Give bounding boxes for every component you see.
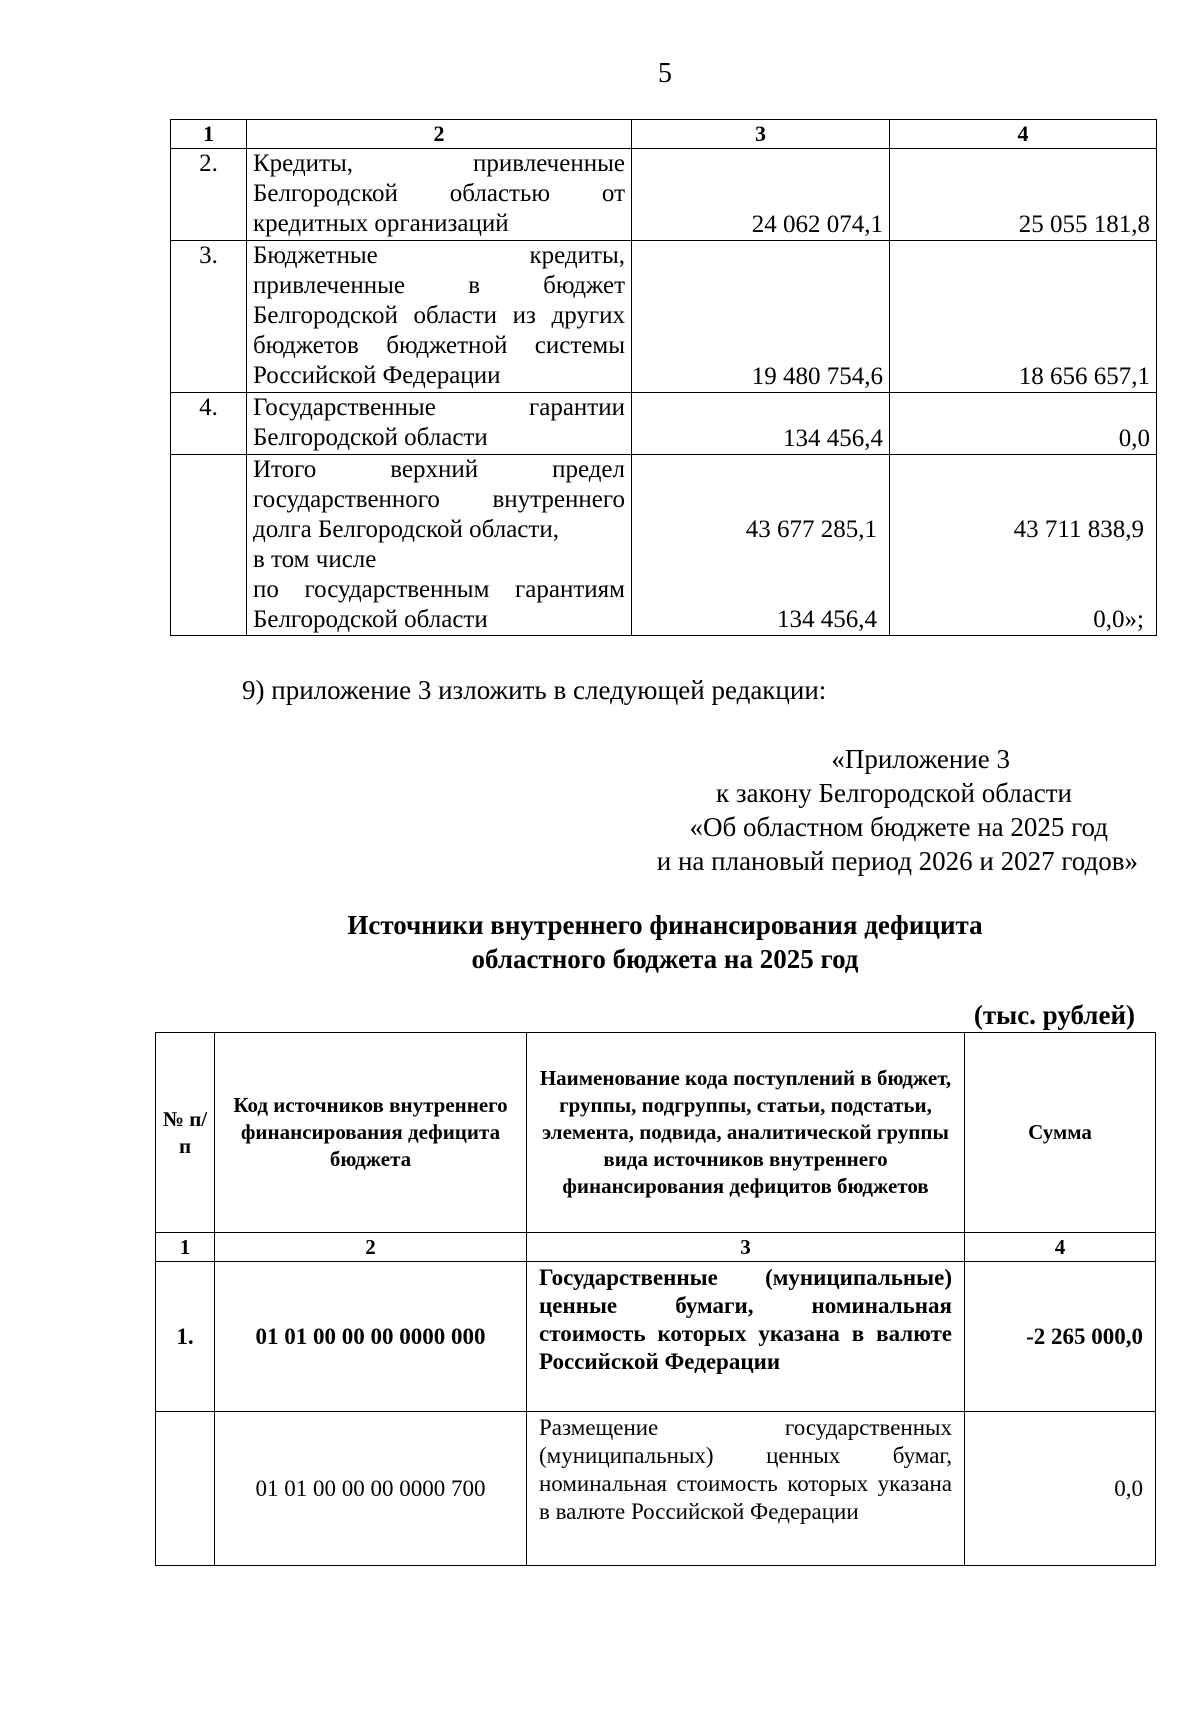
debt-limit-table — [170, 119, 1157, 636]
section-title — [0, 908, 1200, 976]
header-cell: 4 — [890, 120, 1157, 149]
table-header-row — [156, 1033, 1156, 1233]
row-sum: 0,0 — [965, 1412, 1156, 1566]
table-row — [156, 1412, 1156, 1566]
appendix-heading — [618, 742, 1138, 878]
index-cell: 3 — [527, 1233, 965, 1262]
table-row — [171, 241, 1157, 393]
table-row — [171, 149, 1157, 241]
index-row — [156, 1233, 1156, 1262]
header-cell: 1 — [171, 120, 247, 149]
total-label: Итого верхний предел государственного внутреннего долга Белгородской области, — [253, 456, 625, 543]
total-2026 — [890, 455, 1157, 636]
value-2026: 0,0 — [890, 393, 1157, 455]
total-row — [171, 455, 1157, 636]
total-2025 — [632, 455, 890, 636]
header-num: № п/п — [156, 1033, 215, 1233]
row-code: 01 01 00 00 00 0000 000 — [215, 1262, 527, 1412]
page-number: 5 — [658, 58, 672, 89]
value-2025: 134 456,4 — [632, 393, 890, 455]
row-code: 01 01 00 00 00 0000 700 — [215, 1412, 527, 1566]
row-name: Кредиты, привлеченные Белгородской областью от кредитных организаций — [247, 149, 632, 241]
appendix-line: и на плановый период 2026 и 2027 годов» — [656, 846, 1138, 876]
row-number: 1. — [156, 1262, 215, 1412]
table-header-row — [171, 120, 1157, 149]
row-name: Размещение государственных (муниципальных) ценных бумаг, номинальная стоимость которых указана в валюте Российской Федерации — [527, 1412, 965, 1566]
title-line: областного бюджета на 2025 год — [471, 944, 859, 974]
including-label: в том числе — [253, 546, 377, 573]
amendment-paragraph: 9) приложение 3 изложить в следующей редакции: — [242, 675, 827, 705]
table-row — [171, 393, 1157, 455]
guarantees-label: по государственным гарантиям Белгородской области — [253, 576, 625, 633]
index-cell: 2 — [215, 1233, 527, 1262]
row-sum: -2 265 000,0 — [965, 1262, 1156, 1412]
appendix-line: «Приложение 3 — [831, 744, 1010, 774]
total-2026-value: 43 711 838,9 — [1013, 516, 1144, 543]
value-2025: 19 480 754,6 — [632, 241, 890, 393]
guarantees-2026-value: 0,0»; — [1093, 606, 1144, 633]
row-number: 3. — [171, 241, 247, 393]
total-name — [247, 455, 632, 636]
row-name: Государственные (муниципальные) ценные бумаги, номинальная стоимость которых указана в валюте Российской Федерации — [527, 1262, 965, 1412]
appendix-line: «Об областном бюджете на 2025 год — [689, 812, 1108, 842]
financing-sources-table — [155, 1032, 1156, 1566]
value-2025: 24 062 074,1 — [632, 149, 890, 241]
appendix-line: к закону Белгородской области — [716, 778, 1072, 808]
header-name: Наименование кода поступлений в бюджет, группы, подгруппы, статьи, подстатьи, элемента, подвида, аналитической группы вида источников внутреннего финансирования дефицитов бюджетов — [527, 1033, 965, 1233]
total-2025-value: 43 677 285,1 — [745, 516, 877, 543]
guarantees-2025-value: 134 456,4 — [777, 606, 877, 633]
header-sum: Сумма — [965, 1033, 1156, 1233]
row-name: Бюджетные кредиты, привлеченные в бюджет Белгородской области из других бюджетов бюджетной системы Российской Федерации — [247, 241, 632, 393]
row-number: 4. — [171, 393, 247, 455]
index-cell: 1 — [156, 1233, 215, 1262]
header-cell: 3 — [632, 120, 890, 149]
row-number — [156, 1412, 215, 1566]
row-number: 2. — [171, 149, 247, 241]
row-number — [171, 455, 247, 636]
header-cell: 2 — [247, 120, 632, 149]
table-row — [156, 1262, 1156, 1412]
index-cell: 4 — [965, 1233, 1156, 1262]
units-label: (тыс. рублей) — [973, 1000, 1135, 1030]
value-2026: 18 656 657,1 — [890, 241, 1157, 393]
row-name: Государственные гарантии Белгородской области — [247, 393, 632, 455]
value-2026: 25 055 181,8 — [890, 149, 1157, 241]
header-code: Код источников внутреннего финансирования дефицита бюджета — [215, 1033, 527, 1233]
title-line: Источники внутреннего финансирования дефицита — [347, 910, 983, 940]
